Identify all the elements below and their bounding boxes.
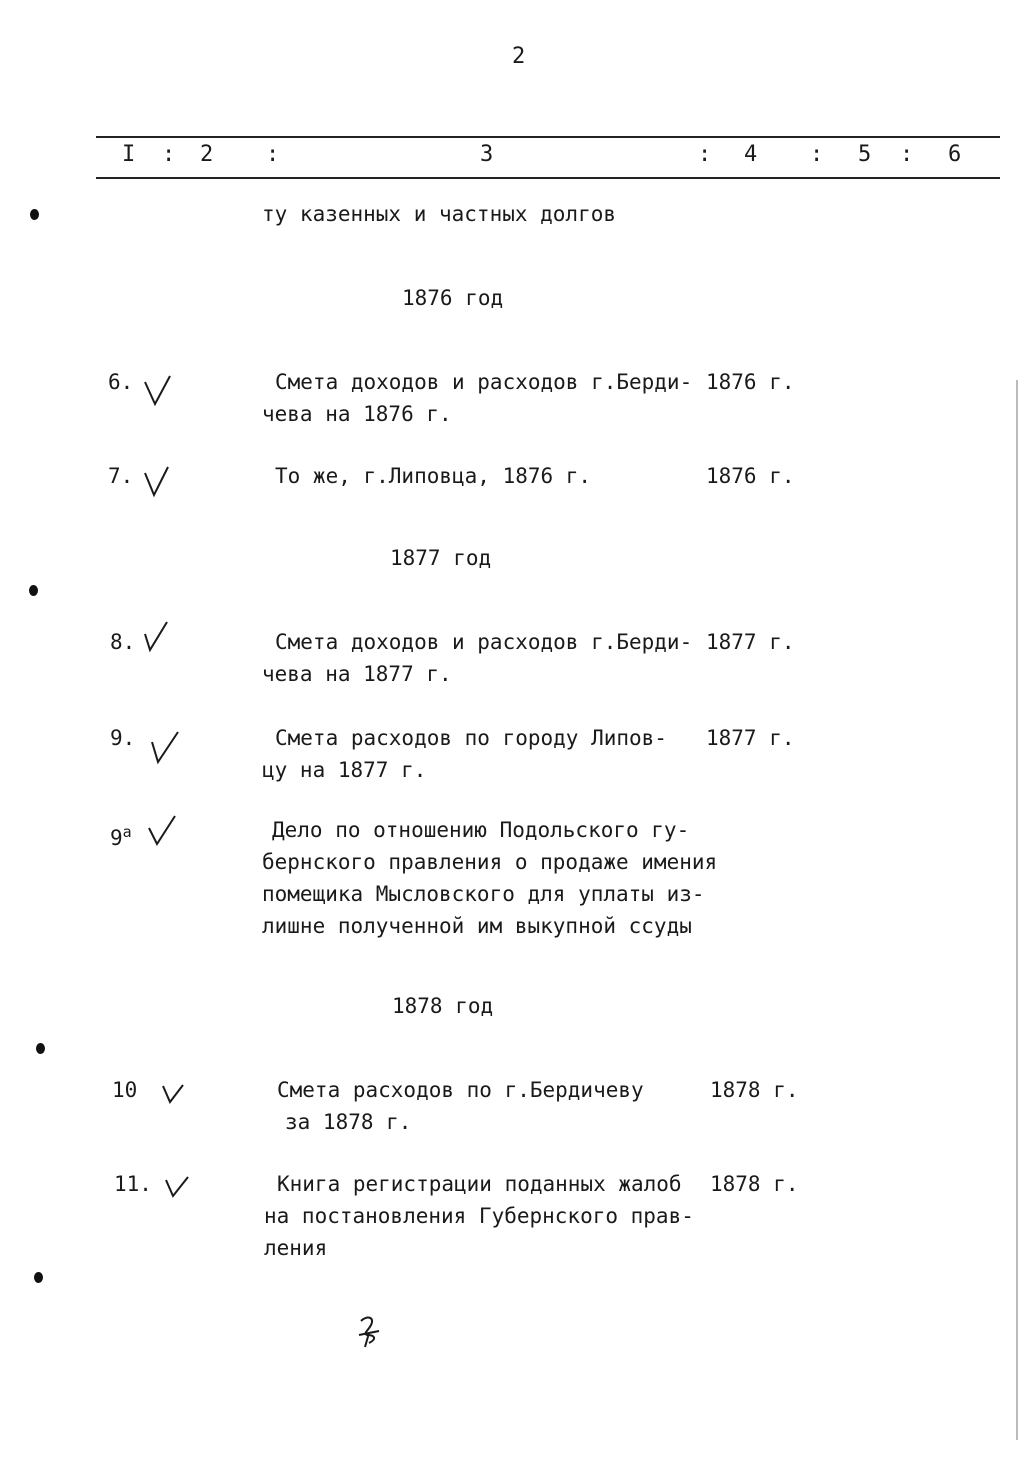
column-header-3: 3 — [480, 142, 494, 167]
entry-title-line: бернского правления о продаже имения — [262, 850, 718, 874]
year-heading-1877: 1877 год — [390, 546, 492, 570]
year-heading-1878: 1878 год — [392, 994, 494, 1018]
checkmark-icon — [142, 374, 172, 408]
entry-date: 1876 г. — [706, 464, 795, 488]
entry-number: 11. — [114, 1172, 152, 1196]
entry-number — [110, 816, 132, 854]
handwritten-signature-mark — [355, 1313, 385, 1349]
entry-title-line: Смета расходов по городу Липов- — [275, 726, 667, 750]
checkmark-icon — [148, 728, 182, 766]
entry-title-line: за 1878 г. — [285, 1110, 412, 1134]
column-separator: : — [810, 142, 824, 167]
column-separator: : — [900, 142, 914, 167]
binding-hole-mark — [30, 209, 39, 220]
entry-number: 9. — [110, 726, 136, 750]
entry-title-line: Смета доходов и расходов г.Берди- — [275, 630, 693, 654]
binding-hole-mark — [29, 585, 38, 596]
entry-number: 7. — [108, 464, 134, 488]
page-number: 2 — [512, 44, 526, 69]
column-separator: : — [698, 142, 712, 167]
entry-number-superscript: а — [122, 823, 132, 841]
continuation-text: ту казенных и частных долгов — [262, 202, 617, 226]
year-heading-1876: 1876 год — [402, 286, 504, 310]
entry-number-main: 9 — [110, 826, 123, 850]
entry-date: 1877 г. — [706, 726, 795, 750]
entry-date: 1878 г. — [710, 1172, 799, 1196]
entry-title-line: цу на 1877 г. — [262, 758, 427, 782]
table-header-row — [96, 142, 1000, 172]
column-header-4: 4 — [744, 142, 758, 167]
page-edge-shadow — [1016, 380, 1018, 1440]
entry-title-line: на постановления Губернского прав- — [264, 1204, 694, 1228]
header-top-rule — [96, 136, 1000, 138]
entry-date: 1876 г. — [706, 370, 795, 394]
column-header-6: 6 — [948, 142, 962, 167]
entry-title-line: Смета доходов и расходов г.Берди- — [275, 370, 693, 394]
binding-hole-mark — [36, 1043, 45, 1054]
checkmark-icon — [163, 1174, 191, 1200]
entry-number: 8. — [110, 630, 136, 654]
entry-title-line: Дело по отношению Подольского гу- — [272, 818, 690, 842]
entry-title-line: чева на 1877 г. — [262, 662, 452, 686]
entry-date: 1877 г. — [706, 630, 795, 654]
header-bottom-rule — [96, 177, 1000, 179]
binding-hole-mark — [34, 1272, 43, 1283]
checkmark-icon — [142, 465, 172, 499]
column-header-1: I — [122, 142, 136, 167]
entry-title-line: Смета расходов по г.Бердичеву — [277, 1078, 644, 1102]
entry-date: 1878 г. — [710, 1078, 799, 1102]
checkmark-icon — [140, 620, 170, 654]
checkmark-icon — [160, 1082, 186, 1106]
column-header-5: 5 — [858, 142, 872, 167]
column-separator: : — [162, 142, 176, 167]
entry-title-line: Книга регистрации поданных жалоб — [277, 1172, 682, 1196]
entry-title-line: чева на 1876 г. — [262, 402, 452, 426]
column-separator: : — [266, 142, 280, 167]
entry-title-line: помещика Мысловского для уплаты из- — [262, 882, 705, 906]
entry-number: 6. — [108, 370, 134, 394]
entry-title-line: То же, г.Липовца, 1876 г. — [275, 464, 592, 488]
checkmark-icon — [146, 814, 178, 848]
column-header-2: 2 — [200, 142, 214, 167]
entry-title-line: ления — [264, 1236, 328, 1260]
entry-number: 10 — [112, 1078, 138, 1102]
entry-title-line: лишне полученной им выкупной ссуды — [262, 914, 692, 938]
